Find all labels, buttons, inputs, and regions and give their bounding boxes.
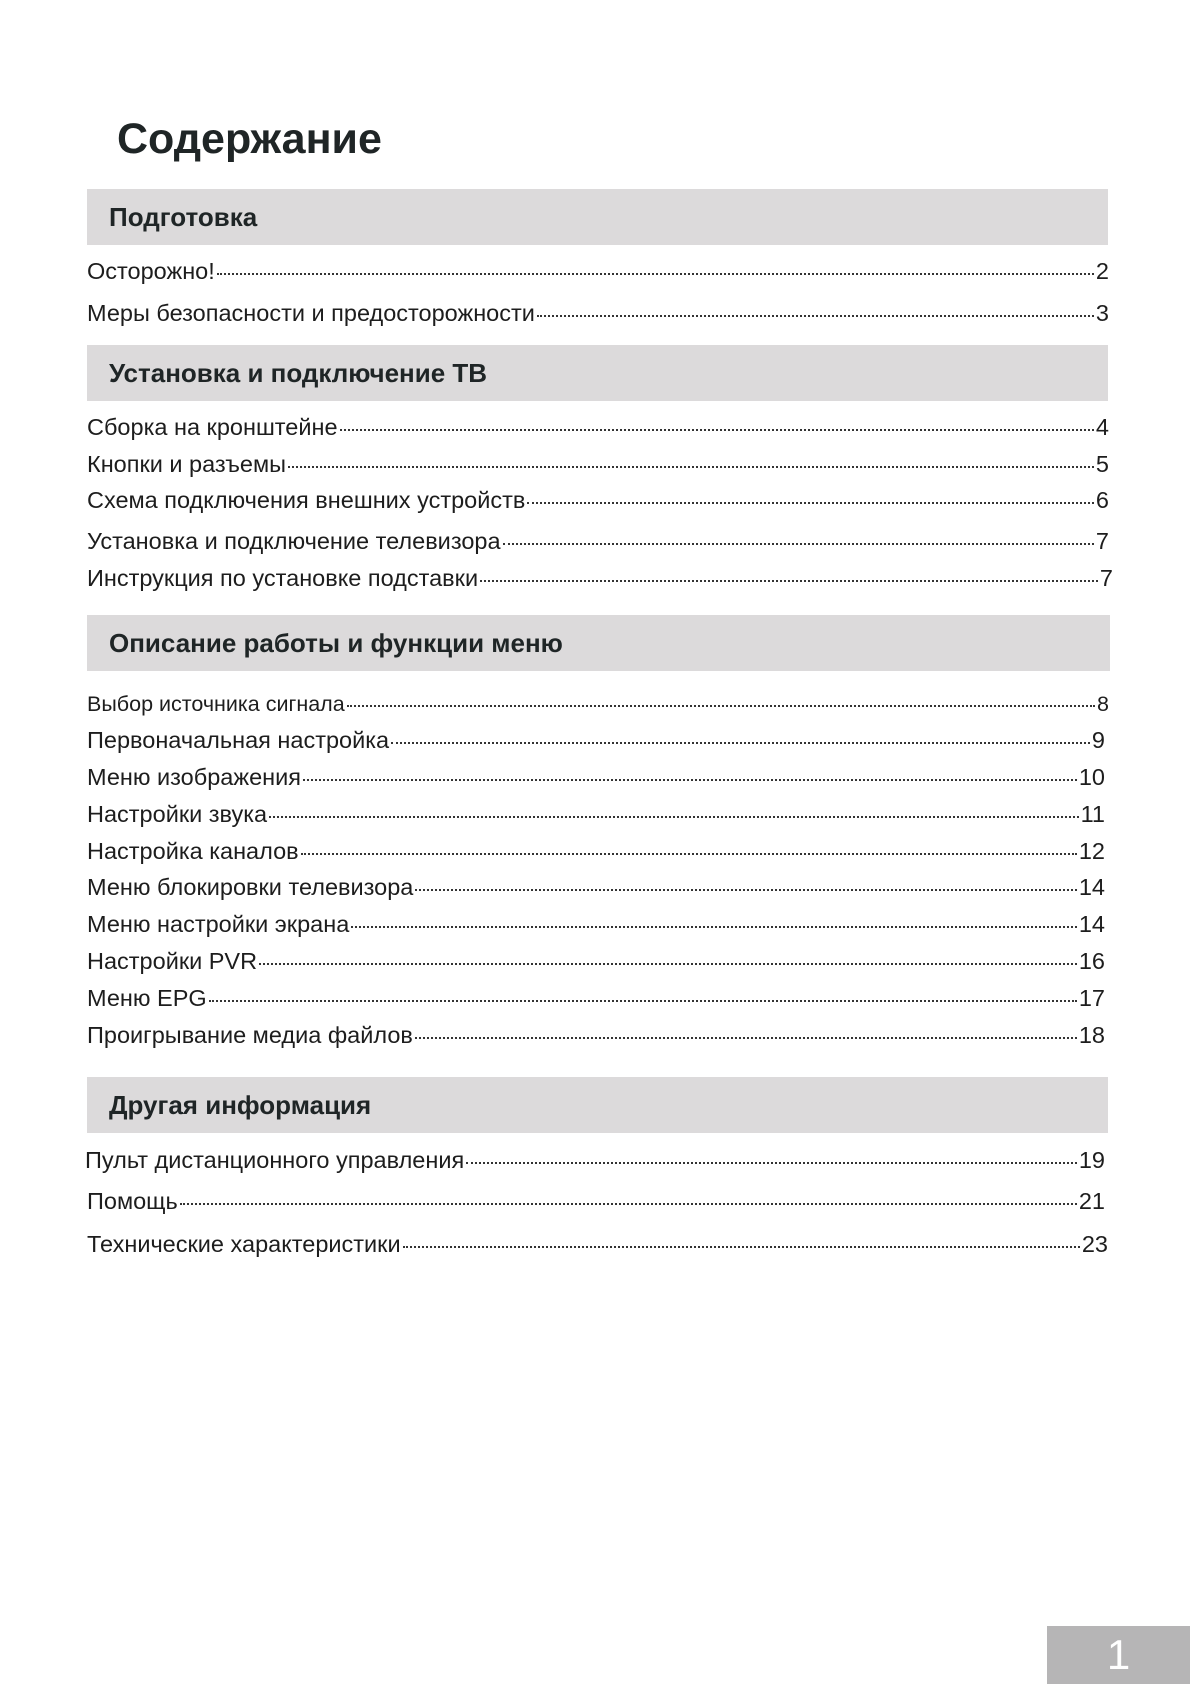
dot-leader [415, 889, 1076, 891]
toc-entry-label: Сборка на кронштейне [87, 414, 338, 440]
toc-entry-label: Настройки звука [87, 801, 268, 827]
toc-entry-page: 7 [1099, 565, 1113, 591]
dot-leader [209, 1000, 1077, 1002]
toc-entry-label: Схема подключения внешних устройств [87, 487, 526, 513]
dot-leader [537, 315, 1094, 317]
dot-leader [301, 853, 1077, 855]
toc-entry[interactable] [87, 485, 1109, 515]
section-heading: Установка и подключение ТВ [109, 357, 488, 388]
dot-leader [466, 1162, 1077, 1164]
dot-leader [340, 429, 1094, 431]
toc-entry-page: 2 [1095, 258, 1109, 284]
toc-entry-label: Осторожно! [87, 258, 215, 284]
toc-entry-label: Выбор источника сигнала [87, 692, 345, 716]
dot-leader [403, 1246, 1080, 1248]
toc-entry[interactable] [87, 946, 1105, 976]
toc-entry-label: Пульт дистанционного управления [85, 1147, 465, 1173]
page-title: Содержание [117, 115, 382, 163]
toc-entry[interactable] [87, 1186, 1105, 1216]
toc-entry-page: 4 [1095, 414, 1109, 440]
toc-entry-label: Инструкция по установке подставки [87, 565, 479, 591]
toc-entry-label: Настройки PVR [87, 948, 258, 974]
toc-entry[interactable] [87, 725, 1105, 755]
section-header-installation [87, 345, 1108, 401]
toc-entry-page: 17 [1078, 985, 1105, 1011]
dot-leader [503, 543, 1094, 545]
toc-entry-page: 23 [1081, 1231, 1108, 1257]
toc-entry[interactable] [87, 563, 1113, 593]
dot-leader [391, 742, 1090, 744]
toc-entry-page: 12 [1078, 838, 1105, 864]
dot-leader [303, 779, 1077, 781]
toc-entry-page: 19 [1078, 1147, 1105, 1173]
toc-entry[interactable] [87, 836, 1105, 866]
toc-entry-page: 7 [1095, 528, 1109, 554]
toc-entry[interactable] [87, 799, 1105, 829]
toc-entry-label: Меры безопасности и предосторожности [87, 300, 535, 326]
page-number: 1 [1106, 1631, 1131, 1678]
toc-entry[interactable] [87, 298, 1109, 328]
toc-entry[interactable] [87, 1229, 1108, 1259]
toc-entry[interactable] [87, 689, 1109, 719]
dot-leader [288, 466, 1094, 468]
toc-entry-page: 3 [1095, 300, 1109, 326]
dot-leader [259, 963, 1077, 965]
toc-entry[interactable] [87, 256, 1109, 286]
toc-entry-page: 11 [1080, 801, 1105, 827]
toc-entry-label: Настройка каналов [87, 838, 299, 864]
toc-entry-page: 18 [1078, 1022, 1105, 1048]
toc-entry-page: 8 [1097, 692, 1109, 716]
toc-entry-page: 6 [1095, 487, 1109, 513]
toc-entry-label: Технические характеристики [87, 1231, 401, 1257]
toc-entry-page: 5 [1095, 451, 1109, 477]
toc-entry-page: 10 [1078, 764, 1105, 790]
toc-entry[interactable] [87, 909, 1105, 939]
toc-entry-label: Меню изображения [87, 764, 301, 790]
dot-leader [415, 1037, 1077, 1039]
toc-entry[interactable] [87, 872, 1105, 902]
toc-entry-page: 16 [1078, 948, 1105, 974]
toc-entry[interactable] [87, 1020, 1105, 1050]
section-heading: Подготовка [109, 201, 258, 232]
section-heading: Другая информация [109, 1089, 372, 1120]
toc-entry-label: Проигрывание медиа файлов [87, 1022, 413, 1048]
dot-leader [217, 273, 1094, 275]
toc-entry-label: Меню EPG [87, 985, 207, 1011]
toc-entry[interactable] [87, 526, 1109, 556]
toc-entry[interactable] [87, 412, 1109, 442]
toc-entry-label: Помощь [87, 1188, 178, 1214]
toc-entry-label: Установка и подключение телевизора [87, 528, 501, 554]
toc-entry-label: Первоначальная настройка [87, 727, 390, 753]
dot-leader [347, 705, 1095, 707]
toc-entry-label: Меню настройки экрана [87, 911, 350, 937]
dot-leader [351, 926, 1077, 928]
toc-entry-label: Меню блокировки телевизора [87, 874, 414, 900]
toc-entry-page: 14 [1078, 874, 1105, 900]
toc-entry[interactable] [87, 983, 1105, 1013]
toc-entry[interactable] [87, 762, 1105, 792]
toc-entry[interactable] [87, 449, 1109, 479]
toc-entry-label: Кнопки и разъемы [87, 451, 286, 477]
toc-entry-page: 21 [1078, 1188, 1105, 1214]
section-header-menu [87, 615, 1110, 671]
section-heading: Описание работы и функции меню [109, 627, 563, 658]
dot-leader [527, 502, 1094, 504]
dot-leader [180, 1203, 1077, 1205]
section-header-preparation [87, 189, 1108, 245]
dot-leader [480, 580, 1098, 582]
page-number-box [1047, 1626, 1190, 1684]
section-header-other-info [87, 1077, 1108, 1133]
toc-entry-page: 9 [1091, 727, 1105, 753]
dot-leader [269, 816, 1078, 818]
toc-entry-page: 14 [1078, 911, 1105, 937]
toc-entry[interactable] [85, 1145, 1105, 1175]
